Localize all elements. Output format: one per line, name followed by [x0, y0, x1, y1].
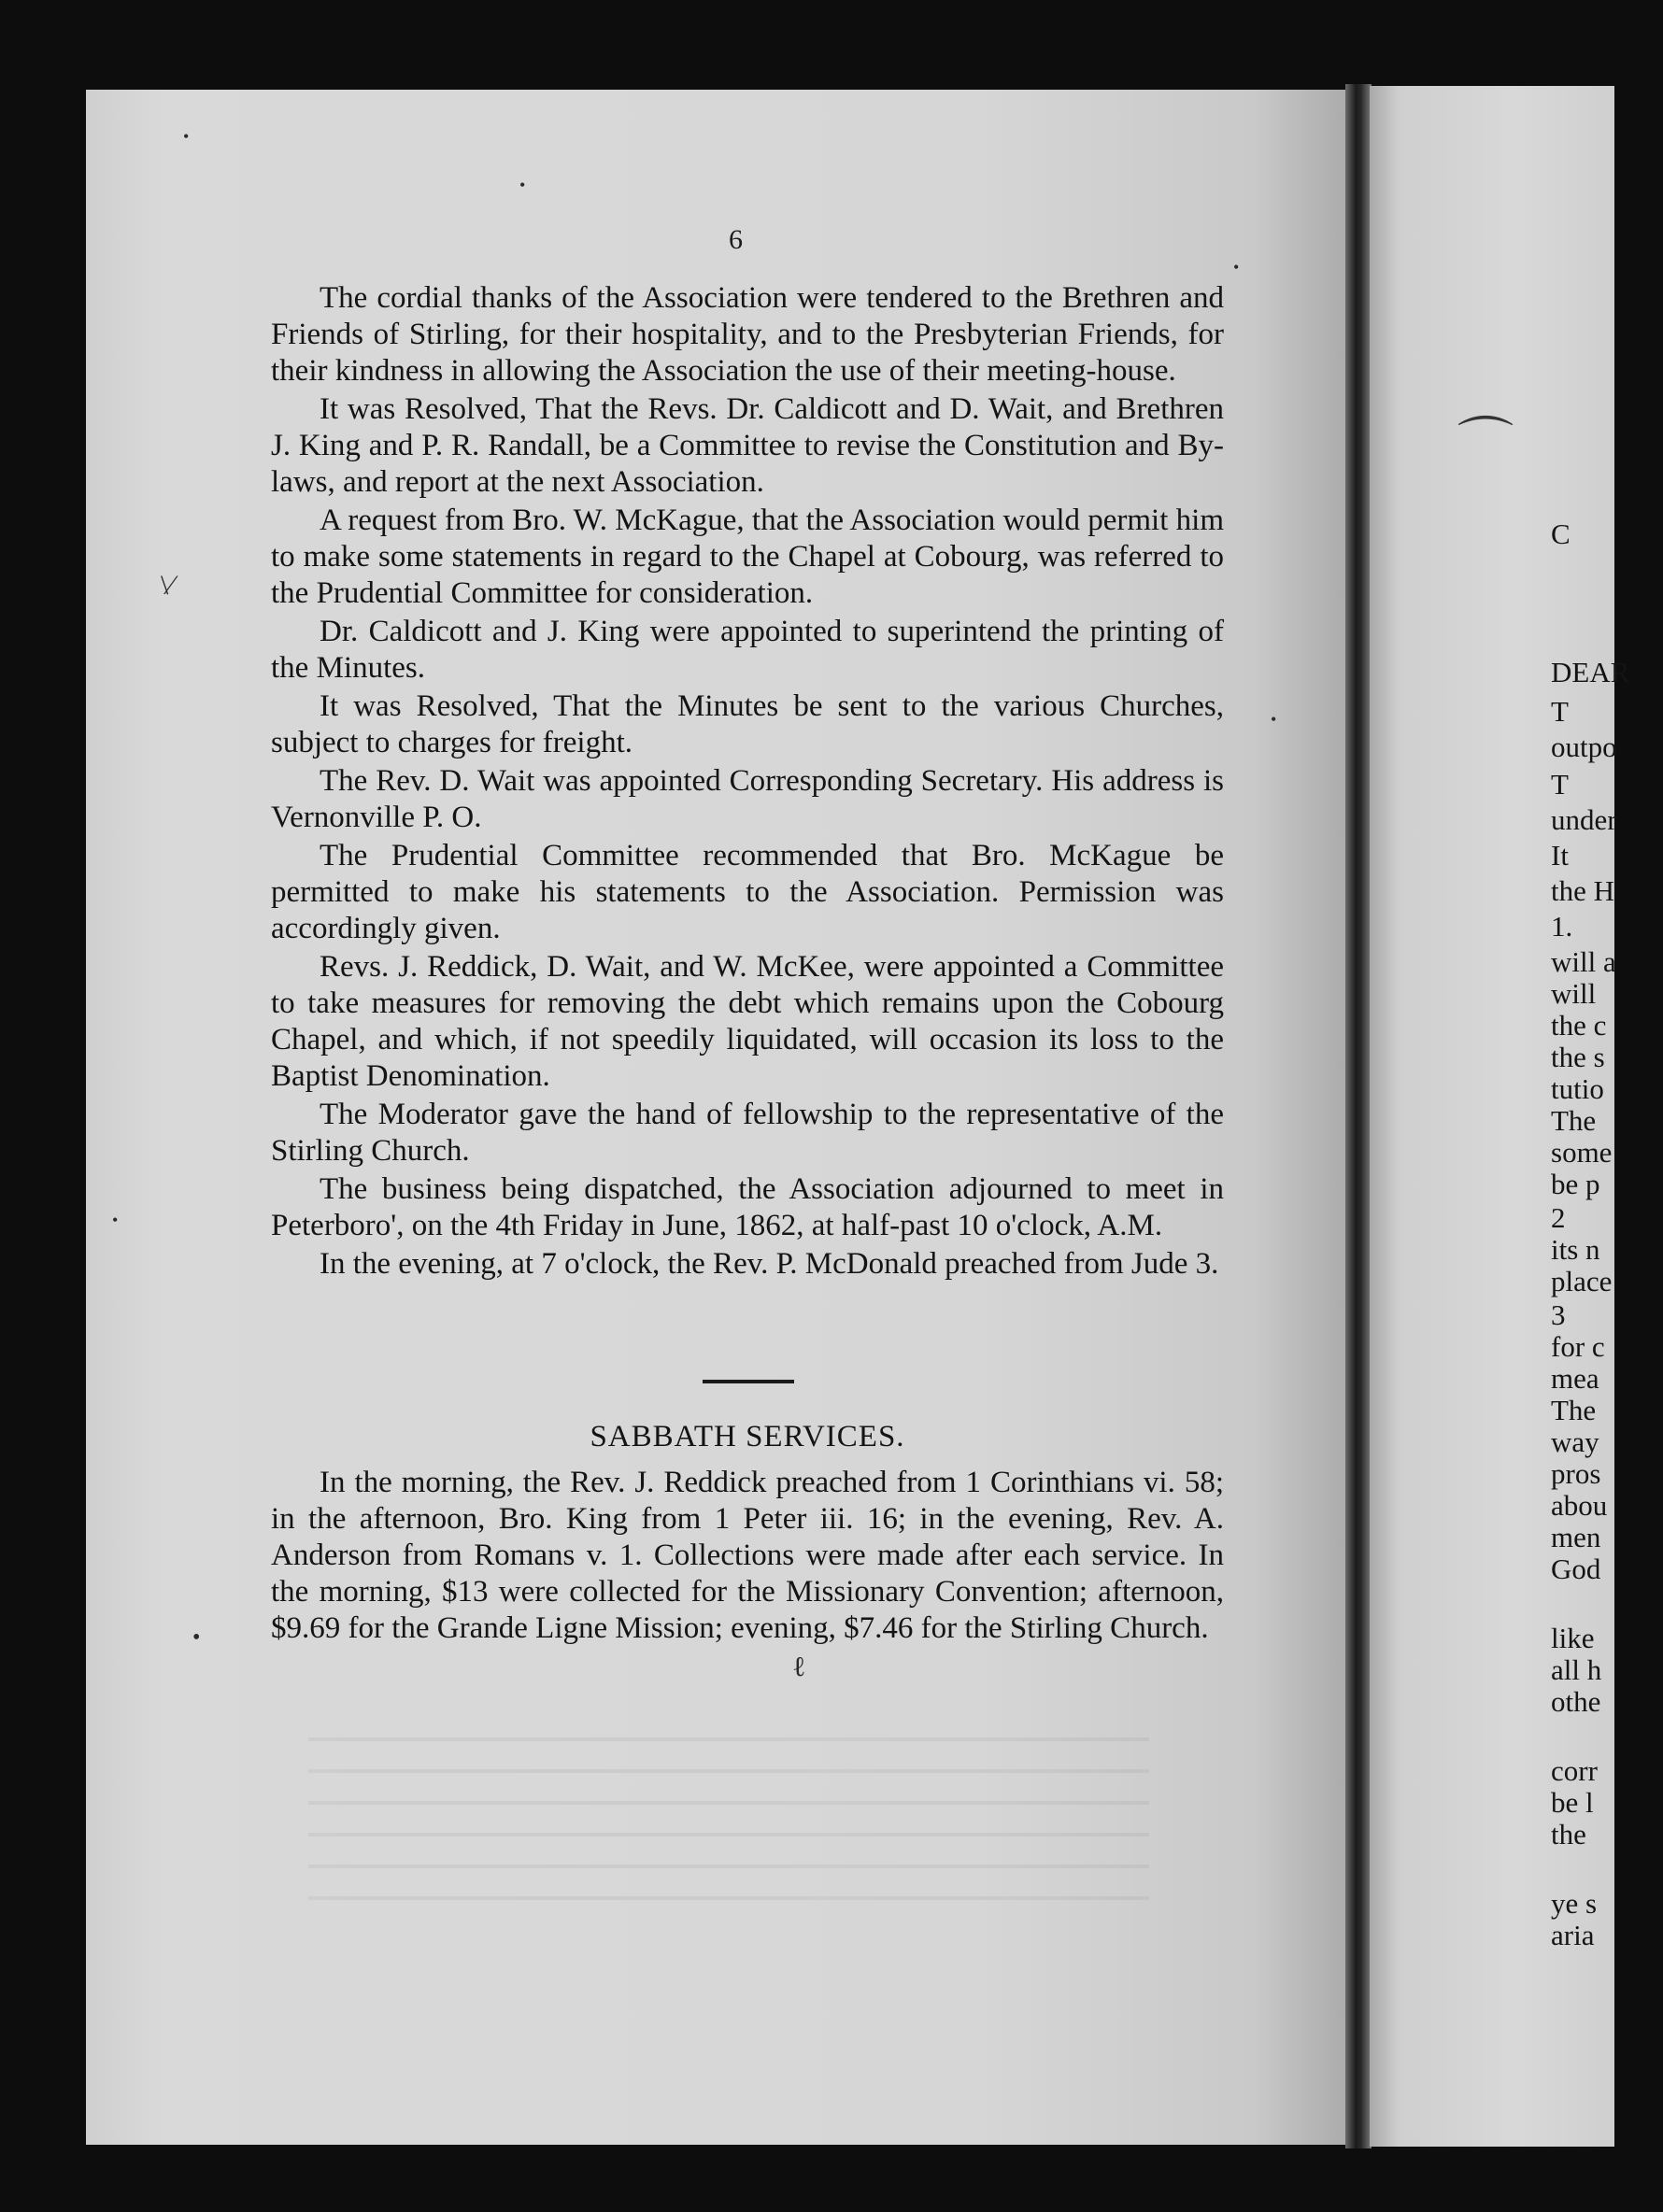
- section-heading: SABBATH SERVICES.: [590, 1420, 905, 1453]
- paragraph-prudential-committee: The Prudential Committee recommended that Bro. McKague be permitted to make his statements to the Association. Permission was accordingly given.: [271, 839, 1224, 945]
- right-page-fragment: the c: [1551, 1009, 1607, 1042]
- paragraph-printing: Dr. Caldicott and J. King were appointed to superintend the printing of the Minutes.: [271, 615, 1224, 685]
- right-page-fragment: some: [1551, 1136, 1613, 1169]
- right-page-fragment: under: [1551, 803, 1617, 836]
- paragraph-thanks: The cordial thanks of the Association were tendered to the Brethren and Friends of Stirling, for their hospitality, and to the Presbyterian Friends, for their kindness in allowing the Association the use of their meeting-house.: [271, 281, 1224, 388]
- ink-speck: •: [112, 1211, 119, 1229]
- ink-speck: •: [519, 176, 526, 194]
- ink-speck: •: [1271, 710, 1277, 729]
- right-page-fragment: T: [1551, 695, 1569, 728]
- right-page-fragment: corr: [1551, 1754, 1598, 1787]
- right-page-fragment: the s: [1551, 1041, 1605, 1073]
- right-page-fragment: will: [1551, 977, 1597, 1010]
- right-page-fragment: 3: [1551, 1298, 1566, 1331]
- ink-speck: •: [192, 1625, 201, 1650]
- right-page-fragment: The: [1551, 1104, 1597, 1137]
- paragraph-minutes-sent: It was Resolved, That the Minutes be sent to the various Churches, subject to charges for freight.: [271, 689, 1224, 759]
- right-page-fragment: DEAR: [1551, 656, 1630, 688]
- paragraph-committee-constitution: It was Resolved, That the Revs. Dr. Caldicott and D. Wait, and Brethren J. King and P. R. Randall, be a Committee to revise the Constitution and By-laws, and report at the next Association.: [271, 392, 1224, 499]
- paragraph-fellowship: The Moderator gave the hand of fellowship to the representative of the Stirling Church.: [271, 1098, 1224, 1168]
- right-page-fragment: outpo: [1551, 730, 1617, 763]
- right-page-fragment: mea: [1551, 1362, 1599, 1395]
- right-page-fragment: The: [1551, 1394, 1597, 1426]
- paragraph-services: In the morning, the Rev. J. Reddick preached from 1 Corinthians vi. 58; in the afternoon, Bro. King from 1 Peter iii. 16; in the evening, Rev. A. Anderson from Romans v. 1. Collections were made after each service. In the morning, $13 were collected for the Missionary Convention; afternoon, $9.69 for the Grande Ligne Mission; evening, $7.46 for the Stirling Church.: [271, 1466, 1224, 1645]
- sabbath-services-body: [271, 1465, 1224, 1649]
- ink-speck: •: [1233, 258, 1240, 276]
- right-page-fragment: 2: [1551, 1201, 1566, 1234]
- right-page-fragment: 1.: [1551, 910, 1573, 943]
- right-page-fragment: be p: [1551, 1168, 1600, 1200]
- right-page-fragment: men: [1551, 1521, 1601, 1553]
- right-page-fragment: ye s: [1551, 1887, 1598, 1920]
- right-page-fragment: place: [1551, 1265, 1613, 1297]
- right-page-fragment: aria: [1551, 1919, 1595, 1951]
- right-page-fragment: for c: [1551, 1330, 1605, 1363]
- right-page-fragment: the H: [1551, 874, 1615, 907]
- pencil-mark: ⌒: [1457, 414, 1514, 475]
- paragraph-evening-sermon: In the evening, at 7 o'clock, the Rev. P. McDonald preached from Jude 3.: [320, 1247, 1219, 1281]
- right-page-fragment: It: [1551, 839, 1569, 872]
- right-page-fragment: the: [1551, 1818, 1586, 1850]
- minutes-body: [271, 280, 1224, 1284]
- right-page-fragment: othe: [1551, 1685, 1601, 1718]
- paragraph-cobourg-chapel: Revs. J. Reddick, D. Wait, and W. McKee, were appointed a Committee to take measures for removing the debt which remains upon the Cobourg Chapel, and which, if not speedily liquidated, will occasion its loss to the Baptist Denomination.: [271, 950, 1224, 1093]
- right-page-fragment: C: [1551, 518, 1571, 550]
- right-page-fragment: T: [1551, 768, 1569, 801]
- book-gutter: [1345, 84, 1372, 2148]
- right-page-fragment: pros: [1551, 1457, 1601, 1490]
- right-page-fragment: God: [1551, 1553, 1601, 1585]
- right-page-fragment: abou: [1551, 1489, 1608, 1522]
- pencil-mark: \⁄: [161, 570, 174, 601]
- right-page-fragment: its n: [1551, 1233, 1600, 1266]
- right-page-fragment: will a: [1551, 945, 1616, 978]
- right-page-fragment: all h: [1551, 1653, 1602, 1686]
- right-page-fragment: be l: [1551, 1786, 1594, 1819]
- bleed-through-text: [308, 1709, 1149, 1924]
- page-number: 6: [729, 224, 743, 255]
- section-divider: [703, 1380, 794, 1383]
- ink-speck: •: [183, 127, 190, 146]
- right-page-fragment: way: [1551, 1425, 1599, 1458]
- paragraph-corresponding-secretary: The Rev. D. Wait was appointed Corresponding Secretary. His address is Vernonville P. O.: [271, 764, 1224, 834]
- pencil-mark: ℓ: [792, 1652, 806, 1682]
- paragraph-mckague-request: A request from Bro. W. McKague, that the Association would permit him to make some statements in regard to the Chapel at Cobourg, was referred to the Prudential Committee for consideration.: [271, 503, 1224, 610]
- right-page-fragment: tutio: [1551, 1072, 1604, 1105]
- paragraph-adjournment: The business being dispatched, the Association adjourned to meet in Peterboro', on the 4th Friday in June, 1862, at half-past 10 o'clock, A.M.: [271, 1172, 1224, 1242]
- right-page-fragment: like: [1551, 1622, 1595, 1654]
